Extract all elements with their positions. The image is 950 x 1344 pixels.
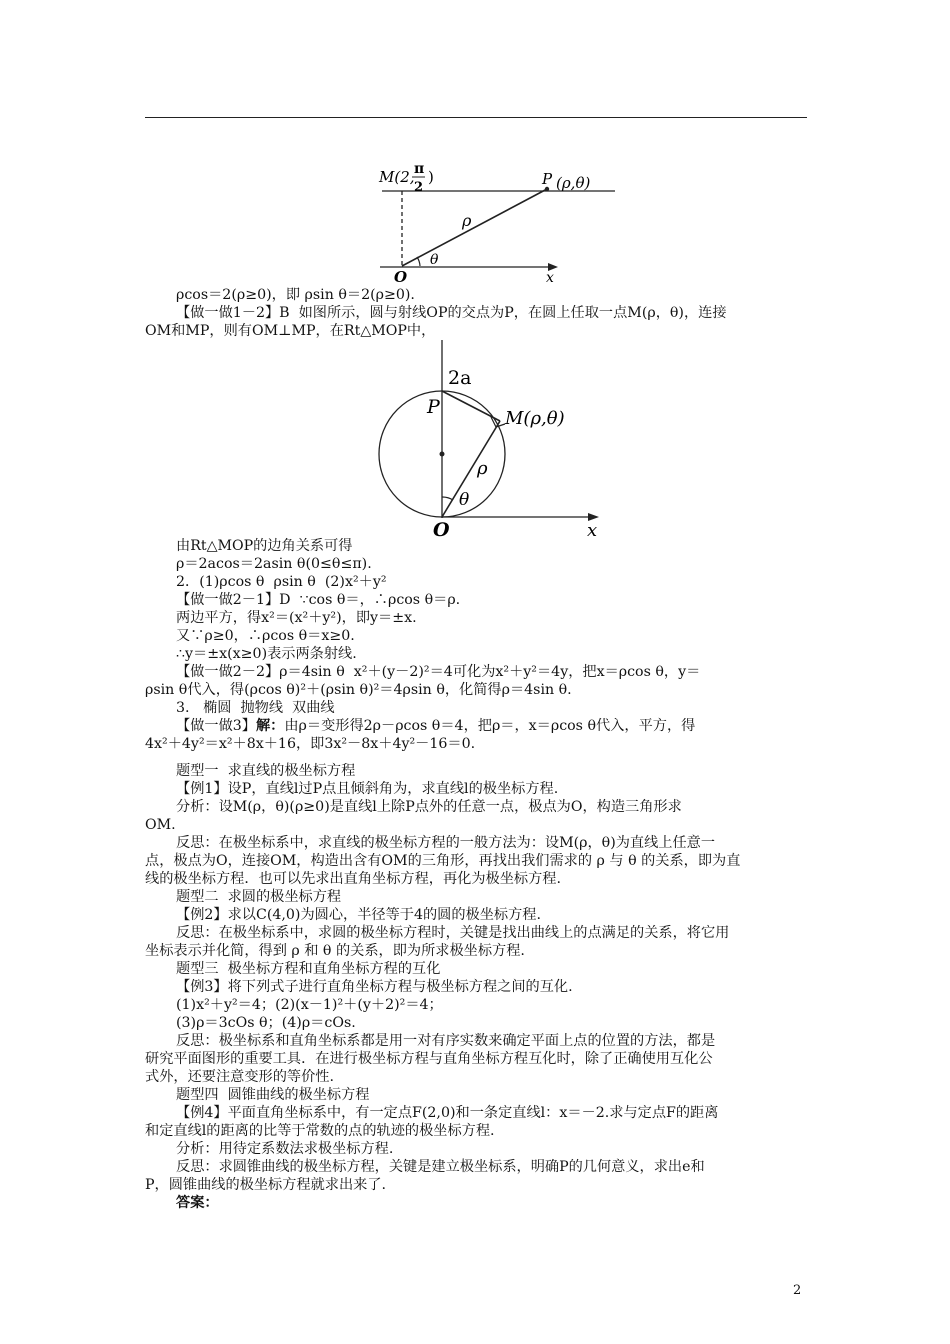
text-line: 3. 椭圆 抛物线 双曲线 (176, 700, 335, 716)
text-line: 分析：用待定系数法求极坐标方程. (176, 1141, 394, 1157)
label-x: x (546, 270, 554, 286)
label-p: P (542, 170, 553, 188)
angle-arc (417, 257, 420, 266)
label-m: M(2, (379, 168, 415, 186)
label-theta: θ (430, 252, 439, 268)
text-line: 和定直线l的距离的比等于常数的点的轨迹的极坐标方程. (145, 1123, 495, 1139)
text-line: 研究平面图形的重要工具．在进行极坐标方程与直角坐标方程互化时，除了正确使用互化公 (145, 1051, 713, 1067)
segment-pm (442, 391, 500, 421)
label-x: x (587, 520, 598, 538)
label-p-coord: (ρ,θ) (556, 174, 591, 192)
label-o: O (394, 268, 408, 286)
segment-om (442, 421, 500, 517)
text-line: OM和MP，则有OM⊥MP，在Rt△MOP中， (145, 323, 436, 339)
section-heading: 题型一 求直线的极坐标方程 (176, 763, 356, 779)
text-line: ρcos＝2(ρ≥0)，即 ρsin θ＝2(ρ≥0). (176, 287, 415, 303)
text-line: 【例4】平面直角坐标系中，有一定点F(2,0)和一条定直线l：x＝－2.求与定点F的距离 (176, 1105, 719, 1121)
label-2: 2 (414, 180, 424, 195)
text-line: (3)ρ＝3cOs θ；(4)ρ＝cOs. (176, 1015, 356, 1031)
label-rho: ρ (462, 211, 472, 230)
solution-label: 解： (255, 718, 285, 734)
label-pi: π (414, 161, 425, 177)
label-m: M(ρ,θ) (505, 408, 565, 429)
text-line: 【做一做1－2】B 如图所示，圆与射线OP的交点为P，在圆上任取一点M(ρ，θ)，连接 (176, 305, 727, 321)
text-line: 两边平方，得x²＝(x²＋y²)，即y＝±x. (176, 610, 417, 626)
text-line: 4x²＋4y²＝x²＋8x＋16，即3x²－8x＋4y²－16＝0. (145, 736, 476, 752)
label-2a: 2a (448, 367, 472, 389)
text-line: OM. (145, 817, 176, 833)
exercise-tag: 【做一做3】 (176, 718, 256, 734)
text-line: 【例3】将下列式子进行直角坐标方程与极坐标方程之间的互化. (176, 979, 573, 995)
text-line: P，圆锥曲线的极坐标方程就求出来了. (145, 1177, 387, 1193)
text-line: ∴y＝±x(x≥0)表示两条射线. (176, 646, 357, 662)
text-line: 【做一做2－1】D ∵cos θ＝，∴ρcos θ＝ρ. (176, 592, 461, 608)
text-line: 反思：极坐标系和直角坐标系都是用一对有序实数来确定平面上点的位置的方法，都是 (176, 1033, 716, 1049)
label-theta: θ (459, 490, 470, 510)
text-line: 坐标表示并化简，得到 ρ 和 θ 的关系，即为所求极坐标方程. (145, 943, 525, 959)
label-rho: ρ (477, 458, 488, 479)
section-heading: 题型三 极坐标方程和直角坐标方程的互化 (176, 961, 441, 977)
text-line: 式外，还要注意变形的等价性. (145, 1069, 334, 1085)
ray-op (402, 189, 547, 266)
section-heading: 题型二 求圆的极坐标方程 (176, 889, 342, 905)
text-line: 分析：设M(ρ，θ)(ρ≥0)是直线l上除P点外的任意一点，极点为O，构造三角形求 (176, 799, 682, 815)
text-line: 【例2】求以C(4,0)为圆心，半径等于4的圆的极坐标方程. (176, 907, 541, 923)
solution-text: 由ρ＝变形得2ρ－ρcos θ＝4，把ρ＝，x＝ρcos θ代入，平方，得 (284, 718, 696, 734)
text-line: 【例1】设P，直线l过P点且倾斜角为，求直线l的极坐标方程. (176, 781, 559, 797)
text-line: 2．(1)ρcos θ ρsin θ (2)x²＋y² (176, 574, 387, 590)
text-line: 反思：求圆锥曲线的极坐标方程，关键是建立极坐标系，明确P的几何意义，求出e和 (176, 1159, 705, 1175)
label-o: O (433, 519, 450, 538)
polar-line-figure (370, 158, 620, 288)
angle-arc (442, 497, 453, 500)
header-rule (145, 117, 807, 118)
text-line: 又∵ρ≥0，∴ρcos θ＝x≥0. (176, 628, 355, 644)
text-line: 反思：在极坐标系中，求圆的极坐标方程时，关键是找出曲线上的点满足的关系，将它用 (176, 925, 730, 941)
label-m-close: ) (428, 168, 434, 186)
page-number: 2 (793, 1283, 802, 1298)
text-line: ρ＝2acos＝2asin θ(0≤θ≤π). (176, 556, 372, 572)
text-line: 由Rt△MOP的边角关系可得 (176, 538, 353, 554)
text-line (0, 717, 950, 735)
text-line: ρsin θ代入，得(ρcos θ)²＋(ρsin θ)²＝4ρsin θ，化简得ρ＝4sin θ. (145, 682, 572, 698)
polar-circle-figure (375, 338, 625, 538)
answer-label: 答案： (176, 1195, 219, 1211)
label-p: P (427, 396, 440, 418)
section-heading: 题型四 圆锥曲线的极坐标方程 (176, 1087, 370, 1103)
text-line: (1)x²＋y²＝4；(2)(x－1)²＋(y＋2)²＝4； (176, 997, 443, 1013)
center-point (440, 452, 445, 457)
text-line: 点，极点为O，连接OM，构造出含有OM的三角形，再找出我们需求的 ρ 与 θ 的关系，即为直 (145, 853, 741, 869)
text-line: 【做一做2－2】ρ＝4sin θ x²＋(y－2)²＝4可化为x²＋y²＝4y，把x＝ρcos θ，y＝ (176, 664, 701, 680)
text-line: 反思：在极坐标系中，求直线的极坐标方程的一般方法为：设M(ρ，θ)为直线上任意一 (176, 835, 716, 851)
text-line: 线的极坐标方程．也可以先求出直角坐标方程，再化为极坐标方程. (145, 871, 561, 887)
